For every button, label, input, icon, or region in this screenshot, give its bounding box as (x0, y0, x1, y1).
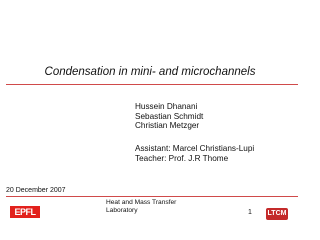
ltcm-logo: LTCM (266, 208, 288, 220)
course-name (106, 199, 176, 215)
supervisor-list (135, 144, 254, 164)
page-number: 1 (248, 209, 252, 216)
slide-title: Condensation in mini- and microchannels (44, 66, 256, 78)
course-line-1: Heat and Mass Transfer (106, 199, 177, 206)
author-name: Christian Metzger (135, 121, 200, 131)
footer-divider (6, 196, 298, 197)
teacher-line: Teacher: Prof. J.R Thome (135, 153, 229, 163)
assistant-line: Assistant: Marcel Christians-Lupi (135, 144, 255, 153)
presentation-date: 20 December 2007 (6, 187, 66, 194)
author-name: Sebastian Schmidt (135, 111, 204, 121)
epfl-logo: EPFL (10, 206, 40, 218)
author-list (135, 102, 203, 131)
author-name: Hussein Dhanani (135, 102, 198, 111)
title-divider (6, 84, 298, 85)
course-line-2: Laboratory (106, 207, 138, 214)
